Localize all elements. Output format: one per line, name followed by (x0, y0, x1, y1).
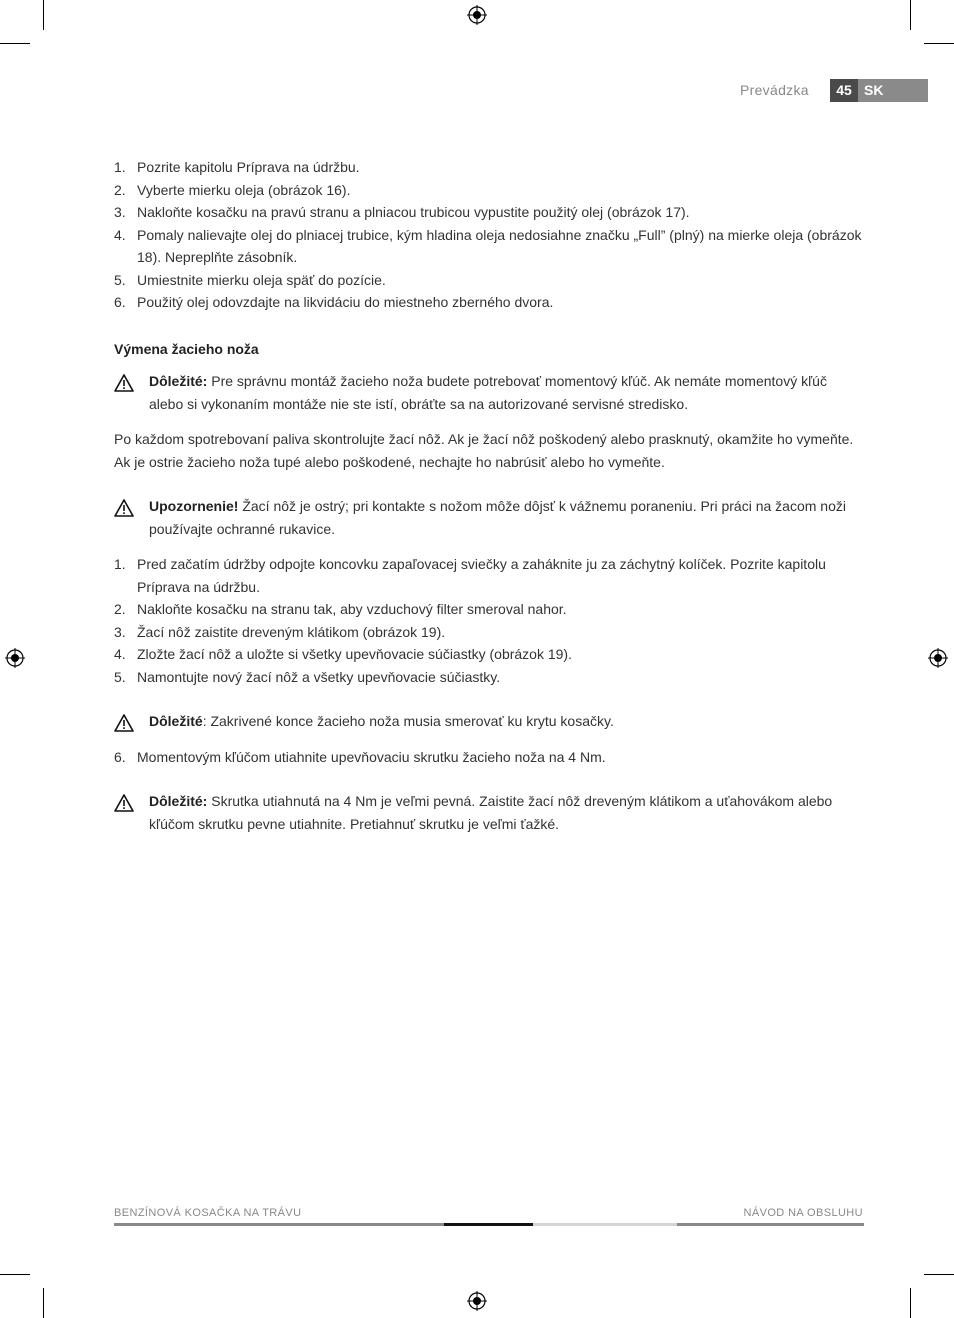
warning-label: Dôležité: (149, 793, 208, 809)
list-item: 4. Pomaly nalievajte olej do plniacej trubice, kým hladina oleja nedosiahne značku „Full” (plný) na mierke oleja (obrázok 18). Nepreplňte zásobník. (114, 226, 862, 265)
warning-label: Dôležité (149, 713, 203, 729)
page-content (114, 156, 864, 835)
warning-note: Dôležité: Pre správnu montáž žacieho noža budete potrebovať momentový kľúč. Ak nemáte momentový kľúč alebo si vykonaním montáže nie ste istí, obráťte sa na autorizované servisné stredisko. (114, 370, 864, 415)
header-section-title: Prevádzka (740, 82, 809, 98)
warning-note: Dôležité: Zakrivené konce žacieho noža musia smerovať ku krytu kosačky. (114, 710, 864, 733)
crop-mark (0, 43, 30, 44)
warning-triangle-icon (114, 794, 134, 812)
list-item: 5. Umiestnite mierku oleja späť do pozície. (114, 271, 386, 288)
blade-replacement-steps (114, 553, 864, 688)
list-item: 1. Pred začatím údržby odpojte koncovku zapaľovacej sviečky a zaháknite ju za záchytný kolíček. Pozrite kapitolu Príprava na údržbu. (114, 556, 826, 595)
warning-label: Dôležité: (149, 373, 208, 389)
footer-rule (444, 1223, 533, 1226)
registration-mark-icon (467, 1291, 487, 1311)
warning-triangle-icon (114, 714, 134, 732)
crop-mark (910, 1288, 911, 1318)
warning-note: Dôležité: Skrutka utiahnutá na 4 Nm je veľmi pevná. Zaistite žací nôž dreveným klátikom a uťahovákom alebo kľúčom skrutku pevne utiahnite. Pretiahnuť skrutku je veľmi ťažké. (114, 790, 864, 835)
crop-mark (43, 0, 44, 30)
list-item: 3. Žací nôž zaistite dreveným klátikom (obrázok 19). (114, 623, 446, 640)
footer-manual-title: NÁVOD NA OBSLUHU (743, 1207, 863, 1219)
list-item: 6. Momentovým kľúčom utiahnite upevňovaciu skrutku žacieho noža na 4 Nm. (114, 748, 606, 765)
crop-mark (43, 1288, 44, 1318)
section-heading: Výmena žacieho noža (114, 340, 259, 357)
list-item: 6. Použitý olej odovzdajte na likvidáciu do miestneho zberného dvora. (114, 294, 554, 310)
crop-mark (924, 43, 954, 44)
list-item: 4. Zložte žací nôž a uložte si všetky upevňovacie súčiastky (obrázok 19). (114, 646, 572, 662)
warning-triangle-icon (114, 374, 134, 392)
list-item: 1. Pozrite kapitolu Príprava na údržbu. (114, 159, 360, 175)
crop-mark (0, 1274, 30, 1275)
warning-label: Upozornenie! (149, 498, 239, 514)
registration-mark-icon (467, 5, 487, 25)
crop-mark (924, 1274, 954, 1275)
footer-rule (533, 1223, 677, 1226)
footer-product-name: BENZÍNOVÁ KOSAČKA NA TRÁVU (114, 1207, 302, 1219)
blade-tightening-step (114, 746, 864, 769)
list-item: 5. Namontujte nový žací nôž a všetky upevňovacie súčiastky. (114, 668, 501, 685)
list-item: 3. Nakloňte kosačku na pravú stranu a plniacou trubicou vypustite použitý olej (obrázok 17). (114, 204, 690, 220)
oil-change-steps (114, 156, 864, 314)
paragraph: Po každom spotrebovaní paliva skontrolujte žací nôž. Ak je žací nôž poškodený alebo prasknutý, okamžite ho vymeňte. Ak je ostrie žacieho noža tupé alebo poškodené, nechajte ho nabrúsiť alebo ho vymeňte. (114, 431, 854, 470)
list-item: 2. Nakloňte kosačku na stranu tak, aby vzduchový filter smeroval nahor. (114, 601, 567, 617)
footer-rule (114, 1223, 444, 1226)
crop-mark (910, 0, 911, 30)
list-item: 2. Vyberte mierku oleja (obrázok 16). (114, 181, 351, 198)
registration-mark-icon (928, 648, 948, 668)
page-number: 45 (830, 79, 858, 102)
language-tab: SK (858, 79, 928, 102)
warning-triangle-icon (114, 499, 134, 517)
footer-rule (677, 1223, 864, 1226)
warning-note: Upozornenie! Žací nôž je ostrý; pri kontakte s nožom môže dôjsť k vážnemu poraneniu. Pri práci na žacom noži používajte ochranné rukavice. (114, 495, 864, 540)
registration-mark-icon (5, 648, 25, 668)
